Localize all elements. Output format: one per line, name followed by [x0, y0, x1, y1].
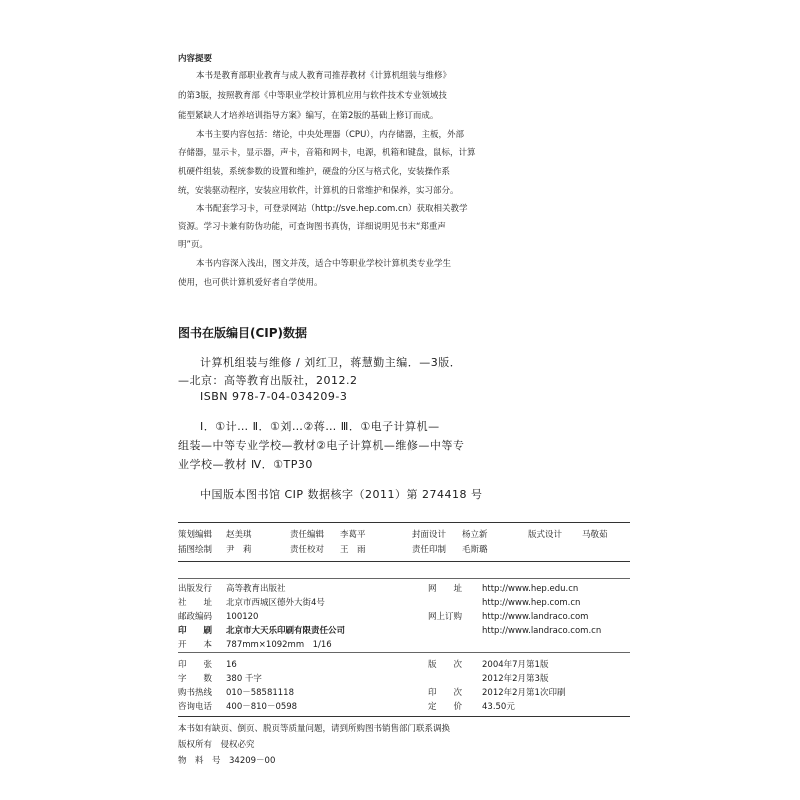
pub-left-label-2: 社 址 [178, 598, 213, 608]
pub-right-label-5: 版 次 [428, 660, 463, 670]
credit-row2-label-1: 插图绘制 [178, 545, 213, 555]
pub-left-value-2: 北京市西城区德外大街4号 [226, 598, 325, 608]
credit-row1-value-3: 杨立新 [462, 530, 488, 540]
cip-class-line-2: 组装—中等专业学校—教材②电子计算机—维修—中等专 [178, 439, 465, 452]
summary-p2-line4: 统，安装驱动程序，安装应用软件，计算机的日常维护和保养，实习部分。 [178, 186, 459, 196]
cip-class-line-3: 业学校—教材 Ⅳ．①TP30 [178, 458, 313, 471]
pub-left-label-9: 咨询电话 [178, 702, 213, 712]
cip-record: 中国版本图书馆 CIP 数据核字（2011）第 274418 号 [200, 488, 483, 501]
credit-row1-label-4: 版式设计 [528, 530, 563, 540]
summary-p1-line2: 的第3版，按照教育部《中等职业学校计算机应用与软件技术专业领域技 [178, 91, 447, 101]
summary-p4-line1: 本书内容深入浅出，图文并茂，适合中等职业学校计算机类专业学生 [196, 259, 452, 269]
pub-left-label-3: 邮政编码 [178, 612, 213, 622]
credit-row2-label-2: 责任校对 [290, 545, 325, 555]
footer-item-number: 物 料 号 34209－00 [178, 756, 276, 766]
cip-line-1: 计算机组装与维修 / 刘红卫，蒋慧勤主编．—3版． [200, 356, 462, 369]
pub-right-value-2: http://www.hep.com.cn [482, 598, 581, 608]
cip-line-2: —北京：高等教育出版社，2012.2 [178, 374, 358, 387]
pub-right-label-3: 网上订购 [428, 612, 463, 622]
summary-p4-line2: 使用，也可供计算机爱好者自学使用。 [178, 278, 323, 288]
summary-p3-line3: 明”页。 [178, 240, 208, 250]
pub-left-label-6: 印 张 [178, 660, 213, 670]
summary-p3-line1: 本书配套学习卡，可登录网站（http://sve.hep.com.cn）获取相关教学 [196, 204, 468, 214]
credit-row1-label-3: 封面设计 [412, 530, 447, 540]
summary-p3-line2: 资源。学习卡兼有防伪功能，可查询图书真伪，详细说明见书末“郑重声 [178, 222, 446, 232]
publishing-mid-rule [178, 652, 630, 653]
credits-top-rule [178, 522, 630, 523]
pub-left-value-9: 400－810－0598 [226, 702, 298, 712]
summary-p1-line3: 能型紧缺人才培养培训指导方案》编写，在第2版的基础上修订而成。 [178, 111, 439, 121]
pub-left-value-8: 010－58581118 [226, 688, 294, 698]
credit-row2-label-3: 责任印制 [412, 545, 447, 555]
pub-left-label-1: 出版发行 [178, 584, 213, 594]
credit-row1-value-2: 李葛平 [340, 530, 366, 540]
pub-right-label-1: 网 址 [428, 584, 463, 594]
pub-left-label-4: 印 刷 [178, 626, 213, 636]
credits-bottom-rule [178, 561, 630, 562]
footer-rights: 版权所有 侵权必究 [178, 740, 255, 750]
credit-row1-label-1: 策划编辑 [178, 530, 213, 540]
pub-right-value-8: 43.50元 [482, 702, 515, 712]
credit-row2-value-3: 毛斯璐 [462, 545, 488, 555]
pub-left-label-7: 字 数 [178, 674, 213, 684]
credit-row1-label-2: 责任编辑 [290, 530, 325, 540]
pub-right-value-7: 2012年2月第1次印刷 [482, 688, 566, 698]
pub-left-value-1: 高等教育出版社 [226, 584, 286, 594]
summary-p2-line1: 本书主要内容包括：绪论，中央处理器（CPU），内存储器，主板，外部 [196, 130, 465, 140]
pub-right-label-7: 印 次 [428, 688, 463, 698]
pub-left-value-6: 16 [226, 660, 237, 670]
pub-left-value-4: 北京市大天乐印刷有限责任公司 [226, 626, 346, 636]
credit-row2-value-2: 王 雨 [340, 545, 366, 555]
credit-row1-value-1: 赵美琪 [226, 530, 252, 540]
cip-class-line-1: Ⅰ．①计… Ⅱ．①刘…②蒋… Ⅲ．①电子计算机— [200, 420, 440, 433]
pub-right-label-8: 定 价 [428, 702, 463, 712]
credit-row1-value-4: 马敬茹 [582, 530, 608, 540]
publishing-top-rule [178, 578, 630, 579]
pub-right-value-5: 2004年7月第1版 [482, 660, 549, 670]
pub-left-value-3: 100120 [226, 612, 259, 622]
summary-p2-line2: 存储器，显示卡，显示器，声卡，音箱和网卡，电源，机箱和键盘，鼠标，计算 [178, 148, 476, 158]
pub-right-value-1: http://www.hep.edu.cn [482, 584, 579, 594]
summary-p1-line1: 本书是教育部职业教育与成人教育司推荐教材《计算机组装与维修》 [196, 71, 452, 81]
pub-right-value-4: http://www.landraco.com.cn [482, 626, 602, 636]
credit-row2-value-1: 尹 莉 [226, 545, 252, 555]
pub-left-value-7: 380 千字 [226, 674, 262, 684]
summary-heading: 内容提要 [178, 54, 213, 64]
pub-left-label-5: 开 本 [178, 640, 213, 650]
publishing-bottom-rule [178, 716, 630, 717]
pub-right-value-3: http://www.landraco.com [482, 612, 589, 622]
cip-isbn: ISBN 978-7-04-034209-3 [200, 390, 348, 403]
summary-p2-line3: 机硬件组装，系统参数的设置和维护，硬盘的分区与格式化，安装操作系 [178, 167, 451, 177]
pub-left-label-8: 购书热线 [178, 688, 213, 698]
pub-left-value-5: 787mm×1092mm 1/16 [226, 640, 332, 650]
pub-right-value-6: 2012年2月第3版 [482, 674, 549, 684]
cip-heading: 图书在版编目(CIP)数据 [178, 326, 308, 340]
footer-notice: 本书如有缺页、倒页、脱页等质量问题，请到所购图书销售部门联系调换 [178, 724, 451, 734]
